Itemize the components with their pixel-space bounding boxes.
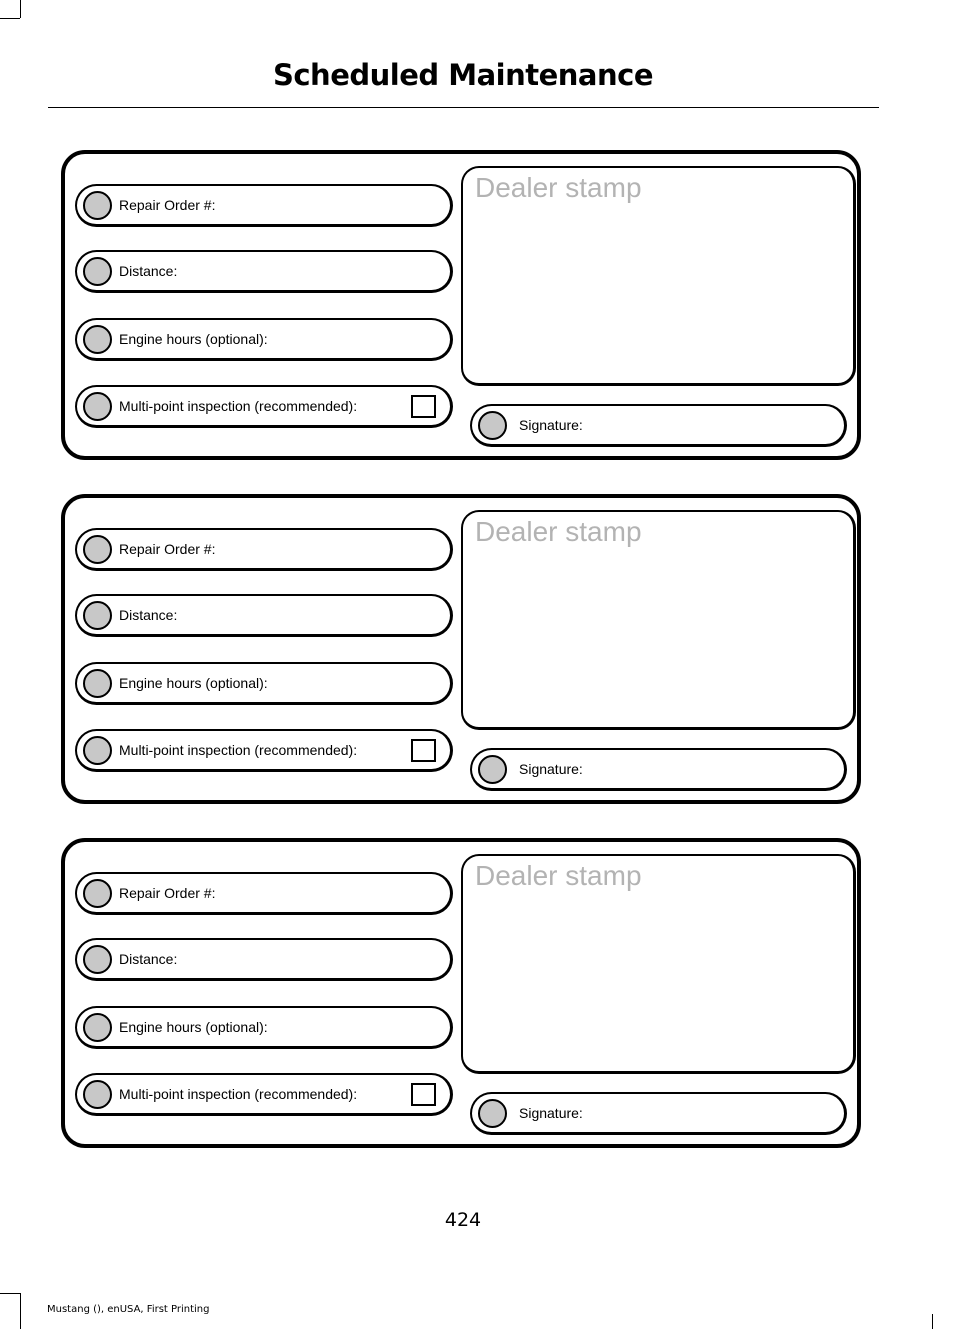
edition-footer: Mustang (), enUSA, First Printing	[47, 1304, 210, 1315]
bullet-circle-icon	[478, 755, 507, 784]
dealer-stamp-box	[461, 854, 856, 1074]
bullet-circle-icon	[83, 191, 112, 220]
page-title: Scheduled Maintenance	[272, 58, 654, 92]
signature-label: Signature:	[519, 1105, 583, 1121]
repair-order-field[interactable]	[75, 184, 453, 227]
bullet-circle-icon	[83, 669, 112, 698]
repair-order-field[interactable]	[75, 528, 453, 571]
dealer-stamp-label: Dealer stamp	[475, 516, 642, 547]
engine-hours-label: Engine hours (optional):	[119, 1019, 268, 1035]
distance-label: Distance:	[119, 263, 178, 279]
dealer-stamp-box	[461, 510, 856, 730]
bullet-circle-icon	[83, 1013, 112, 1042]
dealer-stamp-label: Dealer stamp	[475, 860, 642, 891]
engine-hours-field[interactable]	[75, 1006, 453, 1049]
signature-label: Signature:	[519, 417, 583, 433]
distance-label: Distance:	[119, 951, 178, 967]
bullet-circle-icon	[478, 1099, 507, 1128]
inspection-checkbox[interactable]	[411, 395, 436, 418]
engine-hours-field[interactable]	[75, 318, 453, 361]
dealer-stamp-label: Dealer stamp	[475, 172, 642, 203]
repair-order-label: Repair Order #:	[119, 541, 216, 557]
repair-order-field[interactable]	[75, 872, 453, 915]
engine-hours-label: Engine hours (optional):	[119, 675, 268, 691]
inspection-checkbox[interactable]	[411, 1083, 436, 1106]
crop-mark-bottom-left-horizontal	[0, 1293, 20, 1294]
bullet-circle-icon	[83, 879, 112, 908]
inspection-label: Multi-point inspection (recommended):	[119, 1086, 358, 1102]
bullet-circle-icon	[83, 257, 112, 286]
bullet-circle-icon	[478, 411, 507, 440]
inspection-label: Multi-point inspection (recommended):	[119, 742, 358, 758]
inspection-label: Multi-point inspection (recommended):	[119, 398, 358, 414]
inspection-checkbox[interactable]	[411, 739, 436, 762]
bullet-circle-icon	[83, 535, 112, 564]
repair-order-label: Repair Order #:	[119, 885, 216, 901]
inspection-field	[75, 385, 453, 428]
bullet-circle-icon	[83, 736, 112, 765]
page-number: 424	[444, 1209, 482, 1231]
inspection-field	[75, 1073, 453, 1116]
crop-mark-top-left-horizontal	[0, 18, 20, 19]
signature-label: Signature:	[519, 761, 583, 777]
signature-field[interactable]	[470, 748, 847, 791]
repair-order-label: Repair Order #:	[119, 197, 216, 213]
bullet-circle-icon	[83, 601, 112, 630]
distance-field[interactable]	[75, 250, 453, 293]
signature-field[interactable]	[470, 1092, 847, 1135]
distance-field[interactable]	[75, 594, 453, 637]
engine-hours-field[interactable]	[75, 662, 453, 705]
bullet-circle-icon	[83, 1080, 112, 1109]
bullet-circle-icon	[83, 325, 112, 354]
crop-mark-bottom-left-vertical	[20, 1293, 21, 1329]
maintenance-record-card	[61, 494, 861, 804]
inspection-field	[75, 729, 453, 772]
crop-mark-bottom-right-vertical	[932, 1314, 933, 1329]
signature-field[interactable]	[470, 404, 847, 447]
maintenance-record-card	[61, 838, 861, 1148]
dealer-stamp-box	[461, 166, 856, 386]
engine-hours-label: Engine hours (optional):	[119, 331, 268, 347]
title-divider	[48, 107, 879, 108]
distance-label: Distance:	[119, 607, 178, 623]
distance-field[interactable]	[75, 938, 453, 981]
maintenance-record-card	[61, 150, 861, 460]
bullet-circle-icon	[83, 392, 112, 421]
bullet-circle-icon	[83, 945, 112, 974]
crop-mark-top-left-vertical	[20, 0, 21, 18]
